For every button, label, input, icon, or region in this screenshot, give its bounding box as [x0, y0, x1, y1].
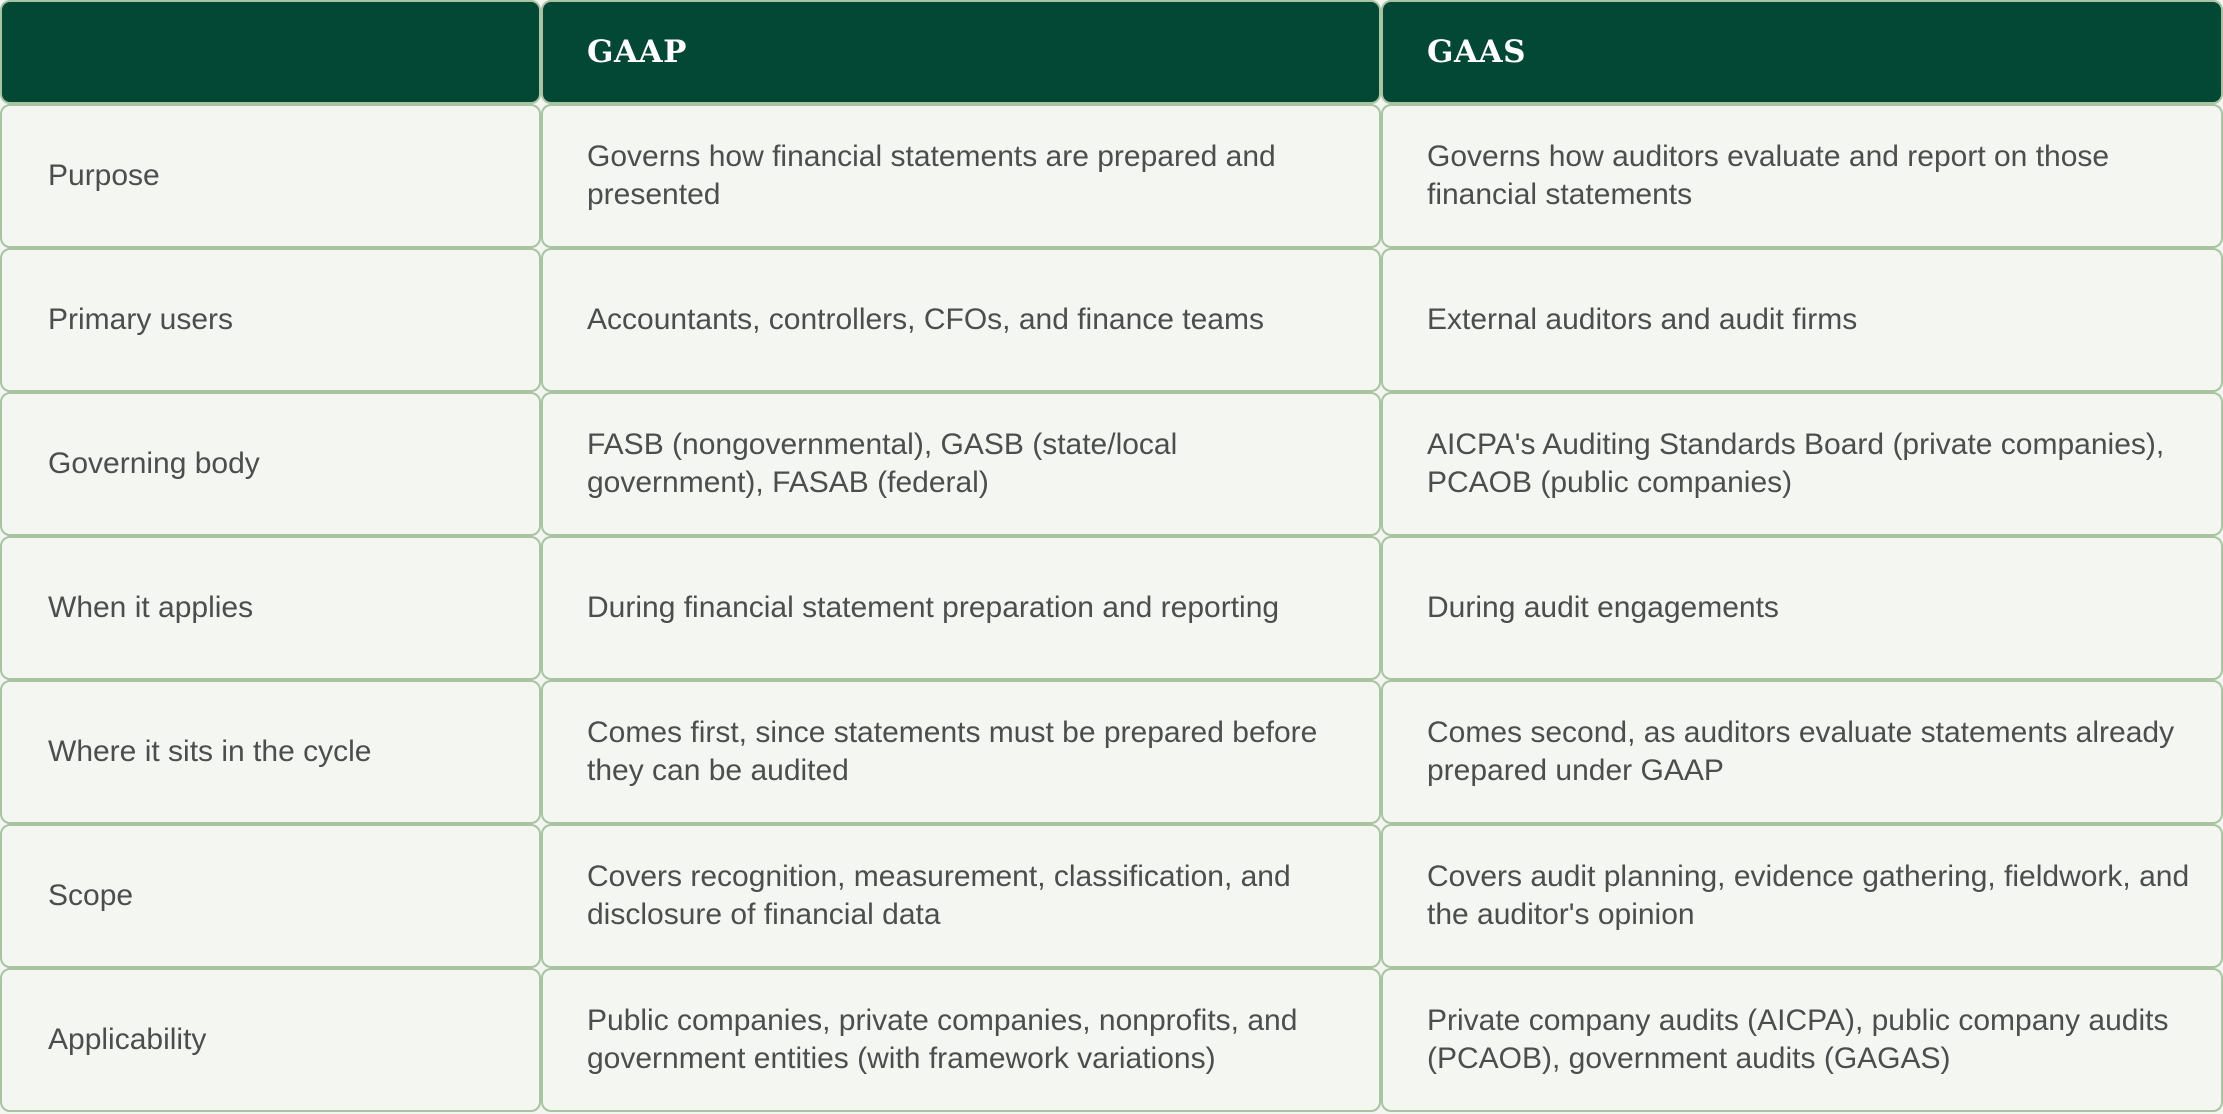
header-gaas-label: GAAS	[1427, 34, 1526, 70]
gaas-cell-text: Comes second, as auditors evaluate statements already prepared under GAAP	[1427, 716, 2175, 787]
row-label-text: When it applies	[48, 591, 254, 624]
row-label-when-it-applies	[0, 536, 541, 680]
gaas-cell-primary-users	[1381, 248, 2223, 392]
gaap-cell-text: Governs how financial statements are prepared and presented	[587, 140, 1276, 211]
header-blank-cell	[0, 0, 541, 104]
gaas-cell-text: Covers audit planning, evidence gathering, fieldwork, and the auditor's opinion	[1427, 860, 2190, 931]
gaap-cell-text: FASB (nongovernmental), GASB (state/local government), FASAB (federal)	[587, 428, 1178, 499]
row-label-text: Scope	[48, 879, 134, 912]
gaas-cell-governing-body	[1381, 392, 2223, 536]
gaap-cell-text: Comes first, since statements must be prepared before they can be audited	[587, 716, 1318, 787]
gaas-cell-text: AICPA's Auditing Standards Board (private companies), PCAOB (public companies)	[1427, 428, 2165, 499]
gaas-cell-text: During audit engagements	[1427, 591, 1779, 624]
row-label-text: Where it sits in the cycle	[48, 735, 372, 768]
gaas-cell-text: Governs how auditors evaluate and report on those financial statements	[1427, 140, 2110, 211]
gaap-cell-governing-body	[541, 392, 1381, 536]
header-gaap-cell	[541, 0, 1381, 104]
row-label-text: Applicability	[48, 1023, 207, 1056]
gaap-cell-text: Public companies, private companies, nonprofits, and government entities (with framework variations)	[587, 1004, 1298, 1075]
gaap-cell-text: Accountants, controllers, CFOs, and finance teams	[587, 303, 1264, 336]
gaas-cell-cycle	[1381, 680, 2223, 824]
gaap-cell-applicability	[541, 968, 1381, 1112]
gaap-cell-primary-users	[541, 248, 1381, 392]
row-label-scope	[0, 824, 541, 968]
gaap-cell-scope	[541, 824, 1381, 968]
gaap-cell-text: During financial statement preparation and reporting	[587, 591, 1280, 624]
row-label-cycle	[0, 680, 541, 824]
gaap-cell-purpose	[541, 104, 1381, 248]
gaap-cell-text: Covers recognition, measurement, classification, and disclosure of financial data	[587, 860, 1291, 931]
header-gaas-cell	[1381, 0, 2223, 104]
row-label-applicability	[0, 968, 541, 1112]
gaas-cell-purpose	[1381, 104, 2223, 248]
gaas-cell-scope	[1381, 824, 2223, 968]
gaap-cell-cycle	[541, 680, 1381, 824]
row-label-primary-users	[0, 248, 541, 392]
row-label-governing-body	[0, 392, 541, 536]
gaas-cell-applicability	[1381, 968, 2223, 1112]
gaap-cell-when-it-applies	[541, 536, 1381, 680]
header-gaap-label: GAAP	[587, 34, 687, 70]
row-label-text: Governing body	[48, 447, 260, 480]
gaas-cell-when-it-applies	[1381, 536, 2223, 680]
row-label-text: Purpose	[48, 159, 160, 192]
row-label-purpose	[0, 104, 541, 248]
gaas-cell-text: Private company audits (AICPA), public company audits (PCAOB), government audits (GAGAS)	[1427, 1004, 2169, 1075]
row-label-text: Primary users	[48, 303, 234, 336]
gaas-cell-text: External auditors and audit firms	[1427, 303, 1858, 336]
